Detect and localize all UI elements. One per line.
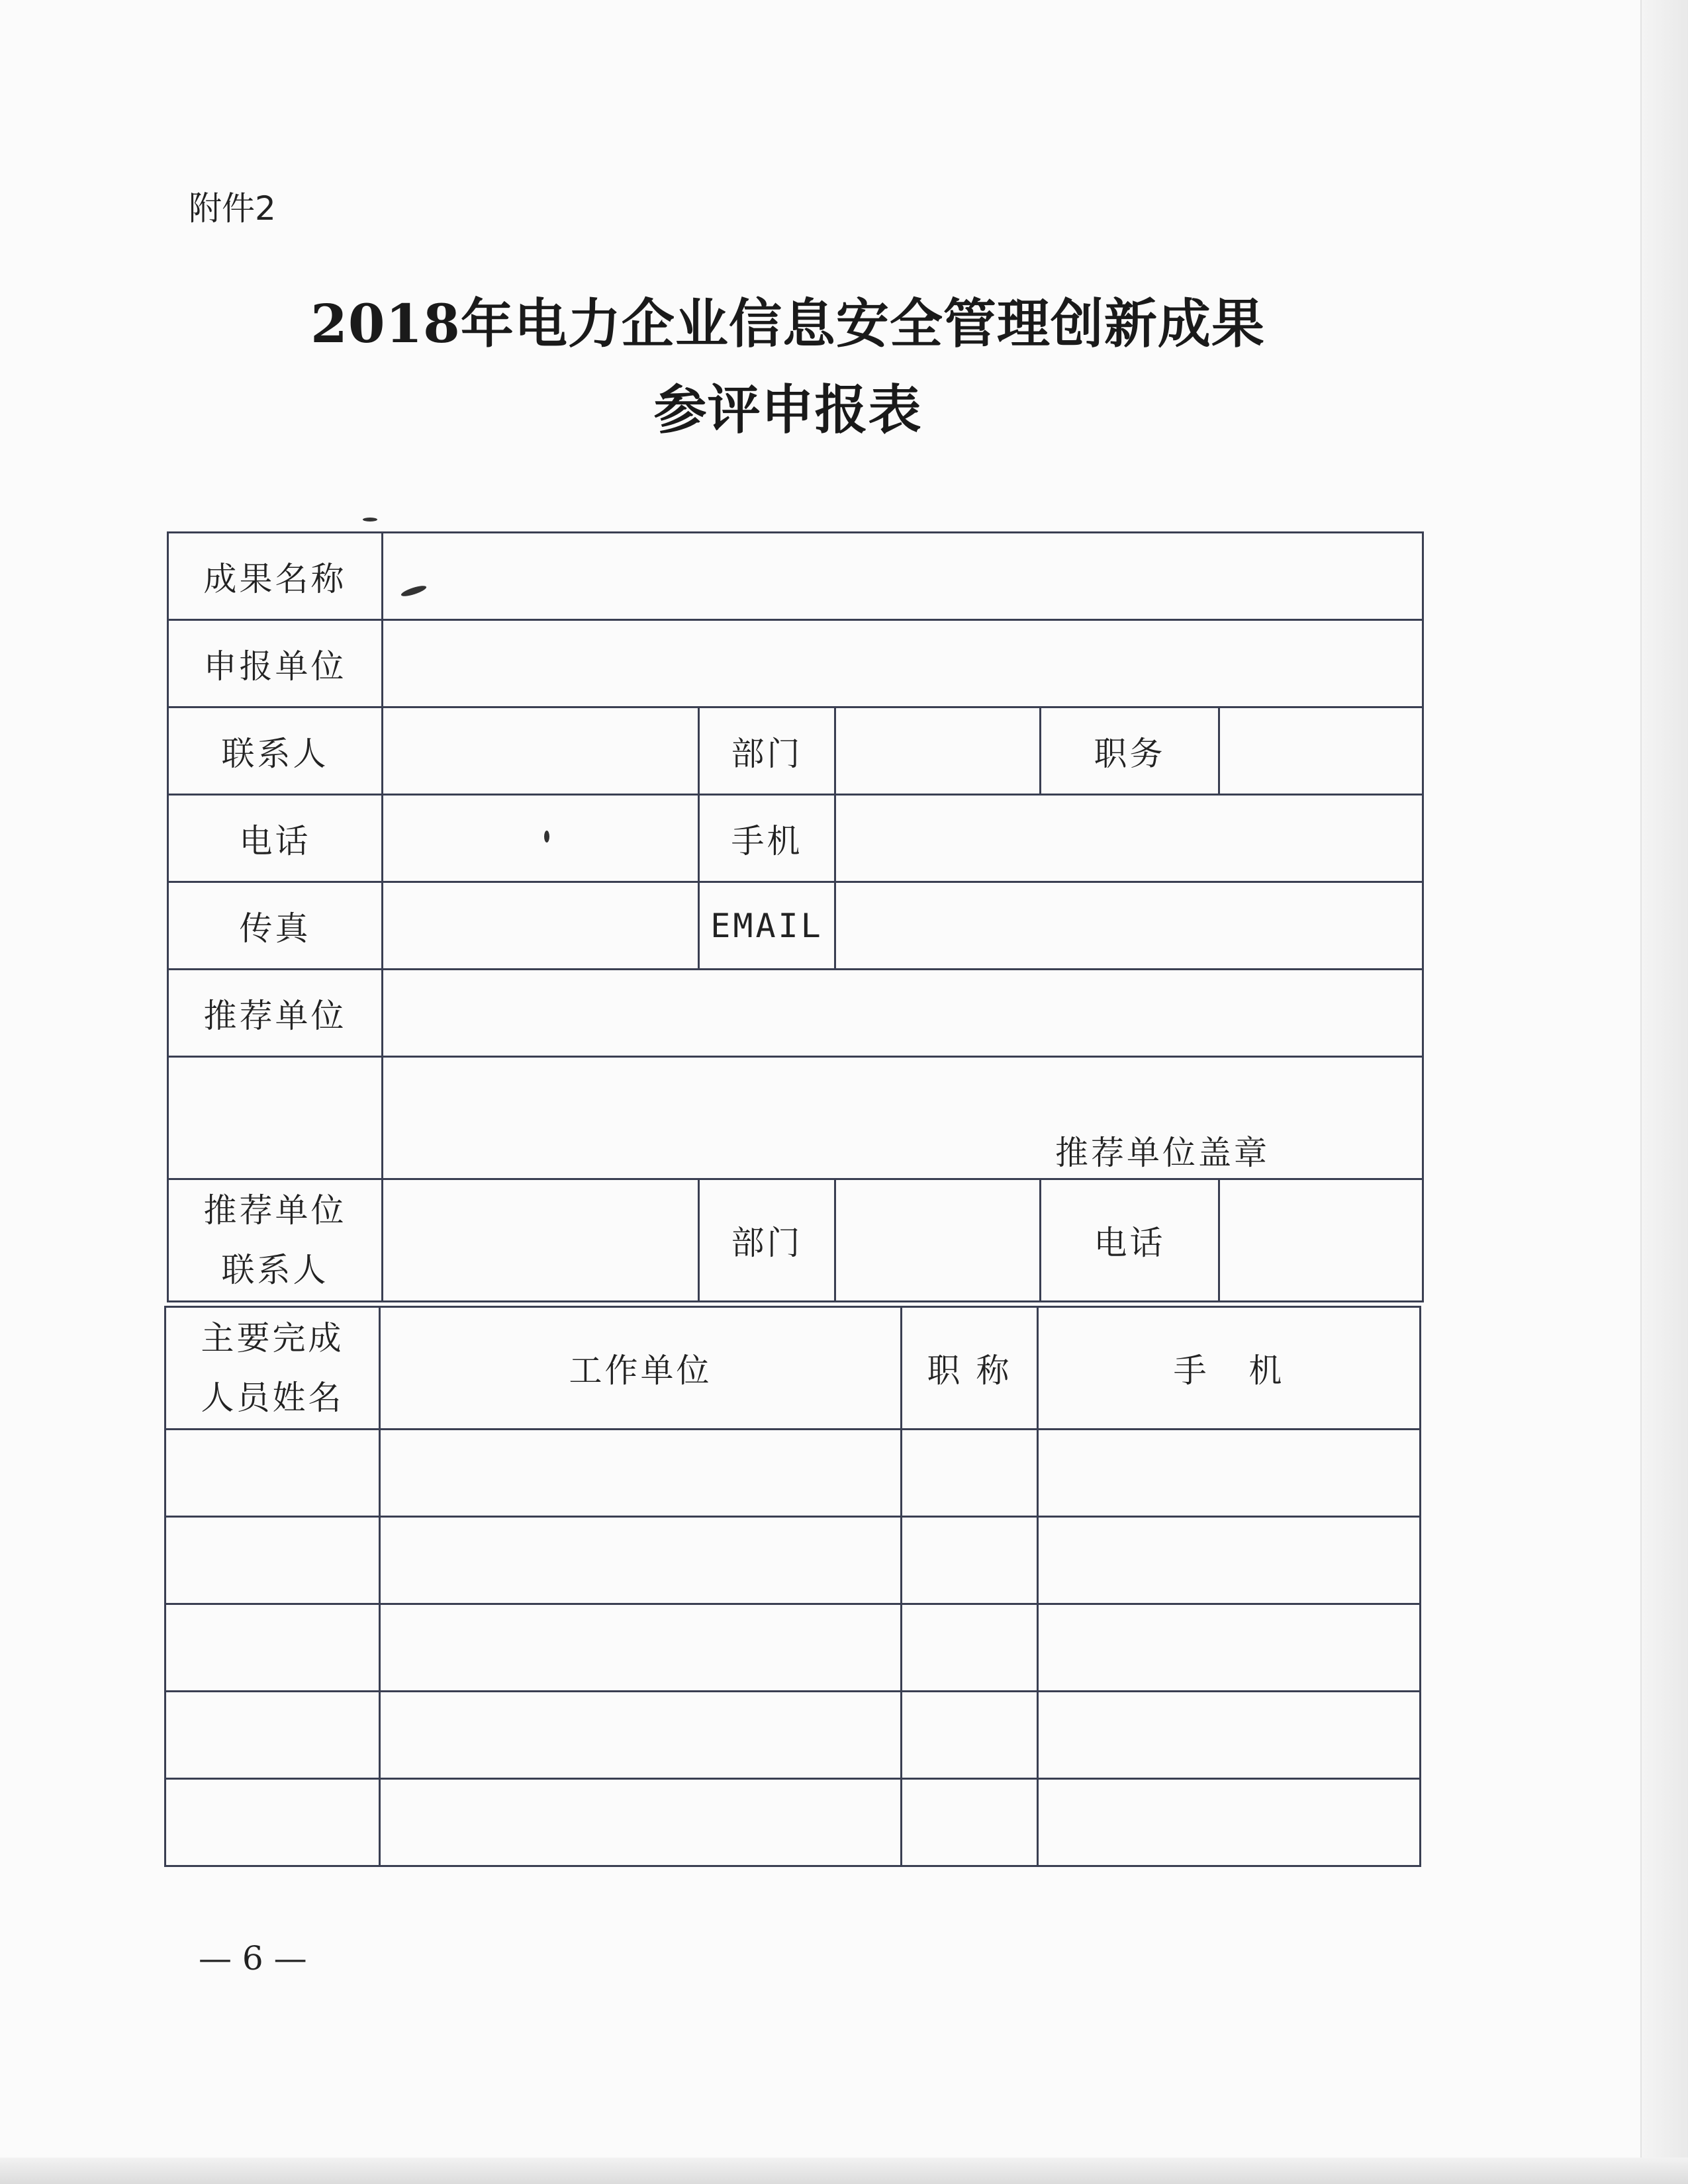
member-mobile-cell[interactable] bbox=[1038, 1430, 1421, 1517]
page-number: — 6 — bbox=[199, 1939, 307, 1978]
member-name-cell[interactable] bbox=[165, 1779, 380, 1866]
field-recommending-unit[interactable] bbox=[383, 970, 1423, 1057]
field-applicant-unit[interactable] bbox=[383, 620, 1423, 707]
page-edge bbox=[1640, 0, 1688, 2184]
attachment-label: 附件2 bbox=[189, 189, 276, 228]
row-phone bbox=[168, 795, 1423, 882]
member-mobile-cell[interactable] bbox=[1038, 1692, 1421, 1779]
field-rec-contact[interactable] bbox=[383, 1179, 699, 1302]
row-recommending-unit bbox=[168, 970, 1423, 1057]
member-mobile-cell[interactable] bbox=[1038, 1779, 1421, 1866]
label-members bbox=[165, 1307, 380, 1430]
table-row bbox=[165, 1779, 1421, 1866]
field-email[interactable] bbox=[835, 882, 1423, 970]
label-members-line2: 人员姓名 bbox=[201, 1379, 344, 1417]
row-applicant-unit bbox=[168, 620, 1423, 707]
members-table bbox=[164, 1306, 1421, 1867]
seal-label: 推荐单位盖章 bbox=[1055, 1134, 1270, 1172]
members-header-row bbox=[165, 1307, 1421, 1430]
label-rec-contact-line1: 推荐单位 bbox=[203, 1191, 347, 1230]
label-rec-phone: 电话 bbox=[1041, 1179, 1219, 1302]
member-unit-cell[interactable] bbox=[380, 1517, 902, 1604]
label-fax: 传真 bbox=[168, 882, 383, 970]
field-mobile[interactable] bbox=[835, 795, 1423, 882]
member-title-cell[interactable] bbox=[902, 1779, 1038, 1866]
row-contact bbox=[168, 707, 1423, 795]
member-name-cell[interactable] bbox=[165, 1430, 380, 1517]
label-phone: 电话 bbox=[168, 795, 383, 882]
scan-speck bbox=[544, 831, 549, 842]
table-row bbox=[165, 1692, 1421, 1779]
label-rec-contact bbox=[168, 1179, 383, 1302]
member-title-cell[interactable] bbox=[902, 1517, 1038, 1604]
member-name-cell[interactable] bbox=[165, 1692, 380, 1779]
field-department[interactable] bbox=[835, 707, 1041, 795]
label-contact-person: 联系人 bbox=[168, 707, 383, 795]
member-unit-cell[interactable] bbox=[380, 1430, 902, 1517]
header-title-rank: 职 称 bbox=[902, 1307, 1038, 1430]
label-applicant-unit: 申报单位 bbox=[168, 620, 383, 707]
member-unit-cell[interactable] bbox=[380, 1604, 902, 1692]
field-fax[interactable] bbox=[383, 882, 699, 970]
header-work-unit: 工作单位 bbox=[380, 1307, 902, 1430]
header-members-mobile: 手 机 bbox=[1038, 1307, 1421, 1430]
table-row bbox=[165, 1604, 1421, 1692]
scan-bottom-edge bbox=[0, 2158, 1688, 2184]
field-contact-person[interactable] bbox=[383, 707, 699, 795]
row-fax bbox=[168, 882, 1423, 970]
member-name-cell[interactable] bbox=[165, 1517, 380, 1604]
page-title: 2018年电力企业信息安全管理创新成果 bbox=[310, 293, 1265, 355]
label-mobile: 手机 bbox=[699, 795, 835, 882]
member-mobile-cell[interactable] bbox=[1038, 1604, 1421, 1692]
member-unit-cell[interactable] bbox=[380, 1692, 902, 1779]
label-rec-department: 部门 bbox=[699, 1179, 835, 1302]
label-rec-contact-line2: 联系人 bbox=[221, 1251, 329, 1289]
field-recommending-seal[interactable] bbox=[383, 1057, 1423, 1179]
field-rec-phone[interactable] bbox=[1219, 1179, 1423, 1302]
label-email: EMAIL bbox=[699, 882, 835, 970]
label-recommending-unit: 推荐单位 bbox=[168, 970, 383, 1057]
row-rec-contact bbox=[168, 1179, 1423, 1302]
application-form-table bbox=[167, 531, 1424, 1302]
member-unit-cell[interactable] bbox=[380, 1779, 902, 1866]
member-name-cell[interactable] bbox=[165, 1604, 380, 1692]
row-achievement-name bbox=[168, 533, 1423, 620]
page-subtitle: 参评申报表 bbox=[653, 379, 922, 441]
field-achievement-name[interactable] bbox=[383, 533, 1423, 620]
label-achievement-name: 成果名称 bbox=[168, 533, 383, 620]
member-title-cell[interactable] bbox=[902, 1430, 1038, 1517]
scan-speck bbox=[363, 518, 377, 522]
label-members-line1: 主要完成 bbox=[201, 1319, 344, 1357]
field-position[interactable] bbox=[1219, 707, 1423, 795]
label-department: 部门 bbox=[699, 707, 835, 795]
table-row bbox=[165, 1430, 1421, 1517]
member-title-cell[interactable] bbox=[902, 1692, 1038, 1779]
label-position: 职务 bbox=[1041, 707, 1219, 795]
member-mobile-cell[interactable] bbox=[1038, 1517, 1421, 1604]
table-row bbox=[165, 1517, 1421, 1604]
seal-row-blank bbox=[168, 1057, 383, 1179]
field-rec-department[interactable] bbox=[835, 1179, 1041, 1302]
row-recommending-seal bbox=[168, 1057, 1423, 1179]
field-phone[interactable] bbox=[383, 795, 699, 882]
member-title-cell[interactable] bbox=[902, 1604, 1038, 1692]
